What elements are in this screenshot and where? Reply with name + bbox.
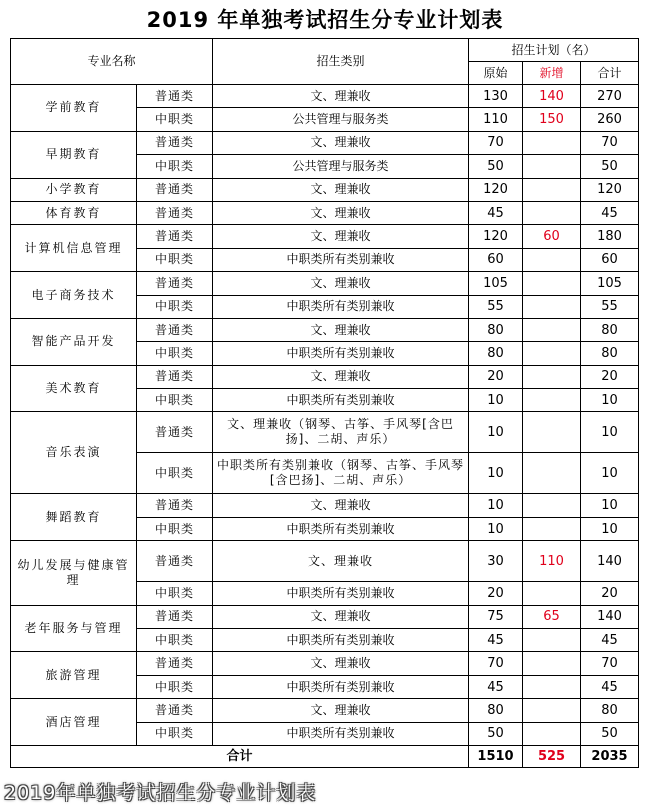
added-quota <box>523 178 581 201</box>
major-name: 老年服务与管理 <box>11 605 137 652</box>
added-quota: 65 <box>523 605 581 628</box>
total-quota: 20 <box>581 582 639 605</box>
admission-category: 文、理兼收 <box>213 178 469 201</box>
applicant-type: 中职类 <box>137 722 213 745</box>
original-quota: 80 <box>469 699 523 722</box>
original-quota: 10 <box>469 453 523 494</box>
applicant-type: 普通类 <box>137 652 213 675</box>
applicant-type: 普通类 <box>137 412 213 453</box>
added-quota <box>523 201 581 224</box>
original-quota: 55 <box>469 295 523 318</box>
total-quota: 50 <box>581 155 639 178</box>
header-category: 招生类别 <box>213 39 469 85</box>
admission-category: 中职类所有类别兼收 <box>213 675 469 698</box>
applicant-type: 普通类 <box>137 494 213 517</box>
total-quota: 80 <box>581 318 639 341</box>
major-name: 小学教育 <box>11 178 137 201</box>
original-quota: 10 <box>469 517 523 540</box>
table-row <box>11 225 639 248</box>
original-quota: 10 <box>469 494 523 517</box>
admission-category: 文、理兼收 <box>213 541 469 582</box>
applicant-type: 普通类 <box>137 178 213 201</box>
table-row <box>11 652 639 675</box>
totals-row <box>11 745 639 767</box>
added-quota <box>523 389 581 412</box>
table-row <box>11 365 639 388</box>
original-quota: 75 <box>469 605 523 628</box>
enrollment-plan-table <box>10 38 639 768</box>
totals-label: 合计 <box>11 745 469 767</box>
table-row <box>11 131 639 154</box>
original-quota: 45 <box>469 201 523 224</box>
total-quota: 10 <box>581 517 639 540</box>
applicant-type: 中职类 <box>137 582 213 605</box>
total-quota: 10 <box>581 453 639 494</box>
admission-category: 文、理兼收 <box>213 225 469 248</box>
applicant-type: 中职类 <box>137 675 213 698</box>
admission-category: 文、理兼收 <box>213 201 469 224</box>
header-total: 合计 <box>581 62 639 85</box>
table-row <box>11 318 639 341</box>
added-quota <box>523 652 581 675</box>
original-quota: 10 <box>469 389 523 412</box>
original-quota: 130 <box>469 85 523 108</box>
total-quota: 105 <box>581 272 639 295</box>
admission-category: 中职类所有类别兼收 <box>213 582 469 605</box>
admission-category: 中职类所有类别兼收 <box>213 342 469 365</box>
added-quota <box>523 131 581 154</box>
admission-category: 文、理兼收 <box>213 652 469 675</box>
watermark-caption: 2019年单独考试招生分专业计划表 <box>4 782 317 804</box>
admission-category: 文、理兼收 <box>213 365 469 388</box>
admission-category: 中职类所有类别兼收 <box>213 517 469 540</box>
original-quota: 80 <box>469 318 523 341</box>
admission-category: 中职类所有类别兼收 <box>213 389 469 412</box>
totals-total: 2035 <box>581 745 639 767</box>
added-quota <box>523 699 581 722</box>
admission-category: 文、理兼收 <box>213 699 469 722</box>
admission-category: 文、理兼收 <box>213 605 469 628</box>
applicant-type: 中职类 <box>137 248 213 271</box>
major-name: 舞蹈教育 <box>11 494 137 541</box>
total-quota: 10 <box>581 389 639 412</box>
added-quota <box>523 248 581 271</box>
major-name: 幼儿发展与健康管理 <box>11 541 137 605</box>
table-row <box>11 494 639 517</box>
major-name: 音乐表演 <box>11 412 137 494</box>
applicant-type: 中职类 <box>137 295 213 318</box>
page-title: 2019 年单独考试招生分专业计划表 <box>146 8 504 32</box>
major-name: 旅游管理 <box>11 652 137 699</box>
header-original: 原始 <box>469 62 523 85</box>
admission-category: 文、理兼收 <box>213 85 469 108</box>
applicant-type: 普通类 <box>137 318 213 341</box>
original-quota: 70 <box>469 652 523 675</box>
applicant-type: 普通类 <box>137 201 213 224</box>
applicant-type: 普通类 <box>137 131 213 154</box>
totals-original: 1510 <box>469 745 523 767</box>
admission-category: 文、理兼收 <box>213 131 469 154</box>
original-quota: 110 <box>469 108 523 131</box>
added-quota <box>523 629 581 652</box>
total-quota: 140 <box>581 541 639 582</box>
admission-category: 中职类所有类别兼收（钢琴、古筝、手风琴[含巴扬]、二胡、声乐） <box>213 453 469 494</box>
added-quota <box>523 582 581 605</box>
original-quota: 10 <box>469 412 523 453</box>
total-quota: 120 <box>581 178 639 201</box>
total-quota: 45 <box>581 629 639 652</box>
header-plan: 招生计划（名） <box>469 39 639 62</box>
admission-category: 中职类所有类别兼收 <box>213 629 469 652</box>
added-quota <box>523 494 581 517</box>
admission-category: 文、理兼收 <box>213 318 469 341</box>
total-quota: 10 <box>581 412 639 453</box>
applicant-type: 普通类 <box>137 85 213 108</box>
totals-added: 525 <box>523 745 581 767</box>
major-name: 学前教育 <box>11 85 137 132</box>
original-quota: 80 <box>469 342 523 365</box>
added-quota <box>523 517 581 540</box>
major-name: 智能产品开发 <box>11 318 137 365</box>
applicant-type: 普通类 <box>137 225 213 248</box>
added-quota: 110 <box>523 541 581 582</box>
applicant-type: 中职类 <box>137 342 213 365</box>
added-quota <box>523 272 581 295</box>
original-quota: 70 <box>469 131 523 154</box>
table-row <box>11 85 639 108</box>
major-name: 早期教育 <box>11 131 137 178</box>
original-quota: 50 <box>469 155 523 178</box>
added-quota <box>523 722 581 745</box>
applicant-type: 中职类 <box>137 155 213 178</box>
header-major: 专业名称 <box>11 39 213 85</box>
applicant-type: 中职类 <box>137 517 213 540</box>
total-quota: 270 <box>581 85 639 108</box>
admission-category: 中职类所有类别兼收 <box>213 248 469 271</box>
applicant-type: 普通类 <box>137 272 213 295</box>
applicant-type: 中职类 <box>137 389 213 412</box>
total-quota: 80 <box>581 342 639 365</box>
original-quota: 20 <box>469 582 523 605</box>
total-quota: 260 <box>581 108 639 131</box>
total-quota: 60 <box>581 248 639 271</box>
table-row <box>11 272 639 295</box>
table-row <box>11 412 639 453</box>
admission-category: 中职类所有类别兼收 <box>213 722 469 745</box>
added-quota <box>523 318 581 341</box>
applicant-type: 普通类 <box>137 541 213 582</box>
total-quota: 10 <box>581 494 639 517</box>
admission-category: 公共管理与服务类 <box>213 155 469 178</box>
added-quota <box>523 155 581 178</box>
original-quota: 50 <box>469 722 523 745</box>
added-quota <box>523 675 581 698</box>
table-row <box>11 541 639 582</box>
admission-category: 中职类所有类别兼收 <box>213 295 469 318</box>
admission-category: 文、理兼收 <box>213 272 469 295</box>
added-quota: 150 <box>523 108 581 131</box>
added-quota <box>523 412 581 453</box>
original-quota: 120 <box>469 178 523 201</box>
original-quota: 105 <box>469 272 523 295</box>
major-name: 计算机信息管理 <box>11 225 137 272</box>
total-quota: 140 <box>581 605 639 628</box>
admission-category: 公共管理与服务类 <box>213 108 469 131</box>
total-quota: 70 <box>581 131 639 154</box>
table-row <box>11 699 639 722</box>
original-quota: 20 <box>469 365 523 388</box>
added-quota: 140 <box>523 85 581 108</box>
table-row <box>11 178 639 201</box>
total-quota: 180 <box>581 225 639 248</box>
added-quota: 60 <box>523 225 581 248</box>
original-quota: 45 <box>469 629 523 652</box>
original-quota: 30 <box>469 541 523 582</box>
applicant-type: 中职类 <box>137 453 213 494</box>
total-quota: 80 <box>581 699 639 722</box>
total-quota: 20 <box>581 365 639 388</box>
original-quota: 45 <box>469 675 523 698</box>
total-quota: 45 <box>581 675 639 698</box>
added-quota <box>523 295 581 318</box>
applicant-type: 普通类 <box>137 605 213 628</box>
total-quota: 50 <box>581 722 639 745</box>
applicant-type: 普通类 <box>137 699 213 722</box>
original-quota: 120 <box>469 225 523 248</box>
total-quota: 55 <box>581 295 639 318</box>
major-name: 美术教育 <box>11 365 137 412</box>
applicant-type: 中职类 <box>137 108 213 131</box>
major-name: 电子商务技术 <box>11 272 137 319</box>
added-quota <box>523 342 581 365</box>
total-quota: 70 <box>581 652 639 675</box>
added-quota <box>523 365 581 388</box>
admission-category: 文、理兼收（钢琴、古筝、手风琴[含巴扬]、二胡、声乐） <box>213 412 469 453</box>
table-body <box>11 85 639 746</box>
header-added: 新增 <box>523 62 581 85</box>
table-row <box>11 605 639 628</box>
major-name: 酒店管理 <box>11 699 137 746</box>
applicant-type: 普通类 <box>137 365 213 388</box>
original-quota: 60 <box>469 248 523 271</box>
total-quota: 45 <box>581 201 639 224</box>
added-quota <box>523 453 581 494</box>
table-row <box>11 201 639 224</box>
admission-category: 文、理兼收 <box>213 494 469 517</box>
major-name: 体育教育 <box>11 201 137 224</box>
applicant-type: 中职类 <box>137 629 213 652</box>
